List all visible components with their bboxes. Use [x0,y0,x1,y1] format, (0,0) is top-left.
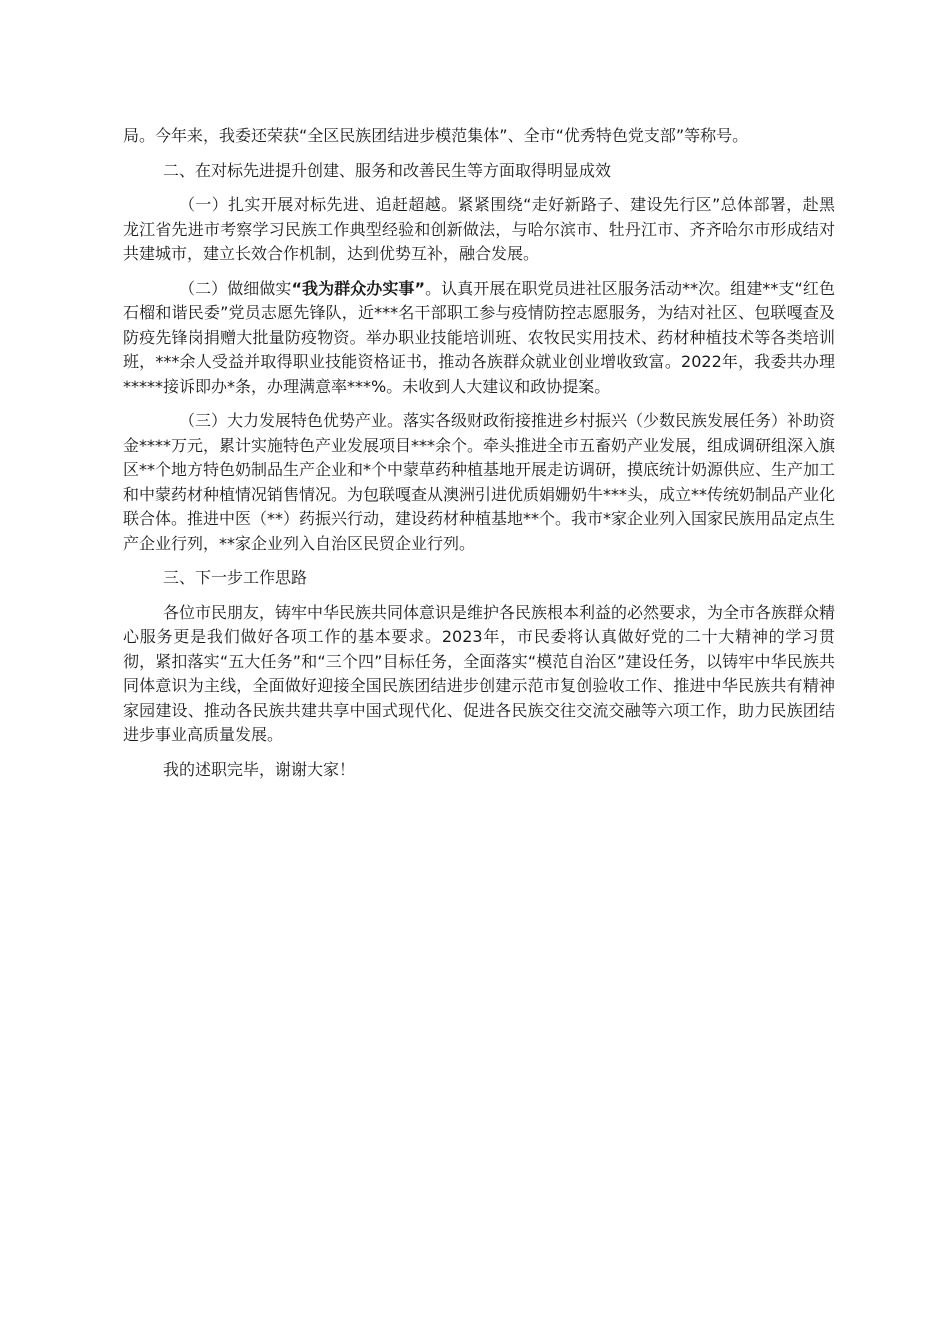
document-body [123,124,835,792]
subsection-2-bold-phrase: “我为群众办实事” [291,278,425,298]
subsection-2-prefix: （二）做细做实 [179,278,292,298]
section-heading-3: 三、下一步工作思路 [163,568,308,587]
subsection-2-body: 。认真开展在职党员进社区服务活动**次。组建**支“红色石榴和谐民委”党员志愿先锋队，近***名干部职工参与疫情防控志愿服务，为结对社区、包联嘎查及防疫先锋岗捐赠大批量防疫物资。举办职业技能培训班、农牧民实用技术、药材种植技术等各类培训班，***余人受益并取得职业技能资格证书，推动各族群众就业创业增收致富。2022年，我委共办理*****接诉即办*条，办理满意率***%。未收到人大建议和政协提案。 [123,278,835,396]
section-heading-2: 二、在对标先进提升创建、服务和改善民生等方面取得明显成效 [163,160,612,180]
subsection-paragraph-3: （三）大力发展特色优势产业。落实各级财政衔接推进乡村振兴（少数民族发展任务）补助资金****万元，累计实施特色产业发展项目***余个。牵头推进全市五畜奶产业发展，组成调研组深入旗区**个地方特色奶制品生产企业和*个中蒙草药种植基地开展走访调研，摸底统计奶源供应、生产加工和中蒙药材种植情况销售情况。为包联嘎查从澳洲引进优质娟姗奶牛***头，成立**传统奶制品产业化联合体。推进中医（**）药振兴行动，建设药材种植基地**个。我市*家企业列入国家民族用品定点生产企业行列，**家企业列入自治区民贸企业行列。 [123,411,836,553]
final-remark: 我的述职完毕，谢谢大家！ [163,759,356,779]
continuation-paragraph: 局。今年来，我委还荣获“全区民族团结进步模范集体”、全市“优秀特色党支部”等称号。 [123,126,749,145]
closing-paragraph: 各位市民朋友，铸牢中华民族共同体意识是维护各民族根本利益的必然要求，为全市各族群众精心服务更是我们做好各项工作的基本要求。2023年，市民委将认真做好党的二十大精神的学习贯彻，紧扣落实“五大任务”和“三个四”目标任务，全面落实“模范自治区”建设任务，以铸牢中华民族共同体意识为主线，全面做好迎接全国民族团结进步创建示范市复创验收工作、推进中华民族共有精神家园建设、推动各民族共建共享中国式现代化、促进各民族交往交流交融等六项工作，助力民族团结进步事业高质量发展。 [123,602,836,744]
subsection-paragraph-1: （一）扎实开展对标先进、追赶超越。紧紧围绕“走好新路子、建设先行区”总体部署，赴黑龙江省先进市考察学习民族工作典型经验和创新做法，与哈尔滨市、牡丹江市、齐齐哈尔市形成结对共建城市，建立长效合作机制，达到优势互补，融合发展。 [123,195,835,263]
subsection-paragraph-2 [123,277,835,400]
